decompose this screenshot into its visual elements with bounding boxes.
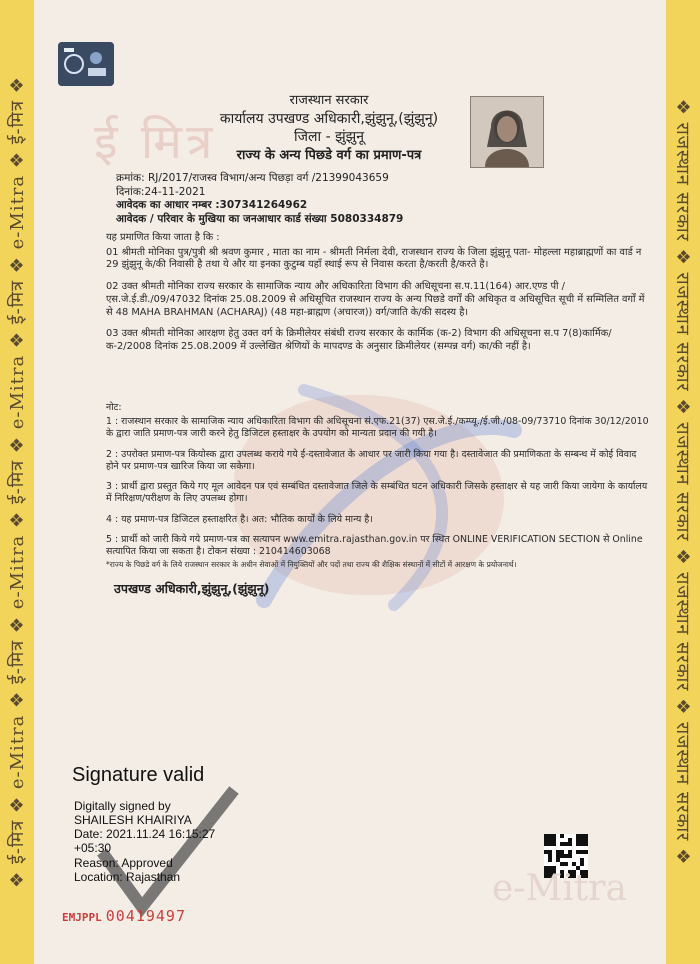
emitra-watermark-top: ई मित्र (94, 114, 217, 170)
signature-status: Signature valid (72, 764, 205, 786)
signature-reason: Reason: Approved (74, 855, 173, 870)
signature-date: Date: 2021.11.24 16:15:27 (74, 827, 216, 842)
body-paragraph-3: 03 उक्त श्रीमती मोनिका आरक्षण हेतु उक्त वर्ग के क्रिमीलेयर संबंधी राज्य सरकार के कार्मिक (क-2) विभाग की अधिसूचना स.प 7(8)कार्मिक/क-2/2008 दिनांक 25.08.2009 में उल्लेखित श्रेणियों के मापदण्ड के अनुसार क्रिमीलेयर (सम्पन्न वर्ग) का/की नहीं है। (106, 328, 612, 353)
document-body (34, 0, 666, 964)
note-2: 2 : उपरोक्त प्रमाण-पत्र कियोस्क द्वारा उपलब्ध कराये गये ई-दस्तावेजात के आधार पर जारी किया गया है। दस्तावेजात की प्रमाणिकता के सम्बन्ध में कोई विवाद होने पर प्रमाण-पत्र खारिज किया जा सकेगा। (106, 448, 637, 472)
body-paragraph-1: 01 श्रीमती मोनिका पुत्र/पुत्री श्री श्रवण कुमार , माता का नाम - श्रीमती निर्मला देवी, राजस्थान राज्य के जिला झुंझुनू पता- मोहल्ला महाब्राह्मणों का वार्ड न 29 झुंझुनू के/की निवासी है तथा ये और या इनका कुटुम्ब यहाँ स्थाई रूप से निवास करता है/करती है/करते है। (106, 246, 642, 271)
notes-footnote: *राज्य के पिछडे वर्ग के लिये राजस्थान सरकार के अधीन सेवाओं में नियुक्तियों और पदों तथा राज्य की शैक्षिक संस्थानों में सीटों में आरक्षण के प्रयोजनार्थ। (106, 560, 517, 570)
signature-signed-by-label: Digitally signed by (74, 799, 171, 813)
date-label: दिनांक: (116, 185, 145, 198)
aadhaar-value: 307341264962 (219, 199, 308, 212)
header-certificate-title: राज्य के अन्य पिछडे वर्ग का प्रमाण-पत्र (236, 148, 422, 164)
signature-location: Location: Rajasthan (74, 869, 181, 884)
digital-signature-block (72, 764, 215, 884)
certificate-header (164, 92, 494, 165)
note-3: 3 : प्रार्थी द्वारा प्रस्तुत किये गए मूल आवेदन पत्र एवं सम्बंधित दस्तावेजात जिले के सम्बंधित घटन अधिकारी जिसके हस्ताक्षर से यह जारी किया जायेगा के कार्यालय में निरिक्षण/परीक्षण के लिए उपलब्ध होगा। (106, 481, 648, 505)
serial-number (62, 906, 186, 925)
notes-section (106, 402, 651, 578)
body-paragraph-2: 02 उक्त श्रीमती मोनिका राज्य सरकार के सामाजिक न्याय और अधिकारिता विभाग की अधिसूचना स.प.11(164) आर.एण्ड पी /एस.जे.ई.डी./09/47032 दिनांक 25.08.2009 से अधिसूचित राजस्थान राज्य के अन्य पिछडे वर्गों की अधिकृत व अधिसूचित सूची में सम्मिलित वर्गों में से 48 MAHA BRAHMAN (ACHARAJ) (48 महा-ब्राह्मण (अचारज)) वर्ग/जाति के/की सदस्य है। (106, 281, 645, 318)
serial-value: 00419497 (105, 907, 186, 925)
note-5: 5 : प्रार्थी को जारी किये गये प्रमाण-पत्र का सत्यापन www.emitra.rajasthan.gov.in पर स्थित ONLINE VERIFICATION SECTION से Online सत्यापित किया जा सकता है। टोकन संख्या : 210414603068 (106, 533, 643, 557)
right-strip-text: ❖ राजस्थान सरकार ❖ राजस्थान सरकार ❖ राजस्थान सरकार ❖ राजस्थान सरकार ❖ राजस्थान सरकार ❖ (672, 98, 693, 866)
serial-prefix: EMJPPL (62, 911, 102, 924)
signature-timezone: +05:30 (74, 841, 112, 856)
date-value: 24-11-2021 (144, 185, 206, 198)
header-office: कार्यालय उपखण्ड अधिकारी,झुंझुनू,(झुंझुनू) (219, 110, 439, 127)
header-government: राजस्थान सरकार (289, 93, 369, 108)
certificate-text (106, 232, 646, 363)
janaadhaar-value: 5080334879 (330, 212, 404, 225)
signature-signer-name: SHAILESH KHAIRIYA (74, 813, 192, 828)
janaadhaar-label: आवेदक / परिवार के मुखिया का जनआधार कार्ड संख्या (116, 212, 327, 225)
note-4: 4 : यह प्रमाण-पत्र डिजिटल हस्ताक्षरित है। अत: भौतिक कार्यों के लिये मान्य है। (106, 513, 373, 525)
number-value: RJ/2017/राजस्व विभाग/अन्य पिछड़ा वर्ग /21399043659 (148, 172, 389, 184)
note-1: 1 : राजस्थान सरकार के सामाजिक न्याय अधिकारिता विभाग की अधिसूचना सं.एफ.21(37) एस.जे.ई./कम्प्यू./ई.जी./08-09/73710 दिनांक 30/12/2010 के द्वारा जाति प्रमाण-पत्र जारी करने हेतु डिजिटल हस्ताक्षर के उपयोग को मान्यता प्रदान की गयी है। (106, 416, 649, 440)
number-label: क्रमांक: (116, 172, 145, 184)
emitra-logo-icon (58, 42, 114, 86)
issuing-officer: उपखण्ड अधिकारी,झुंझुनू,(झुंझुनू) (114, 581, 270, 596)
aadhaar-label: आवेदक का आधार नम्बर : (116, 199, 220, 212)
emitra-watermark-bottom: e-Mitra (492, 868, 627, 909)
left-side-strip (0, 0, 34, 964)
right-side-strip (666, 0, 700, 964)
header-district: जिला - झुंझुनू (293, 129, 365, 146)
certificate-meta (116, 172, 403, 227)
applicant-photo (470, 96, 544, 168)
left-strip-text: ❖ ई-मित्र ❖ e-Mitra ❖ ई-मित्र ❖ e-Mitra ❖ ई-मित्र ❖ e-Mitra ❖ ई-मित्र ❖ e-Mitra ❖ ई-मित्र ❖ (7, 76, 28, 888)
body-intro: यह प्रमाणित किया जाता है कि : (106, 232, 220, 243)
notes-heading: नोट: (106, 402, 122, 413)
